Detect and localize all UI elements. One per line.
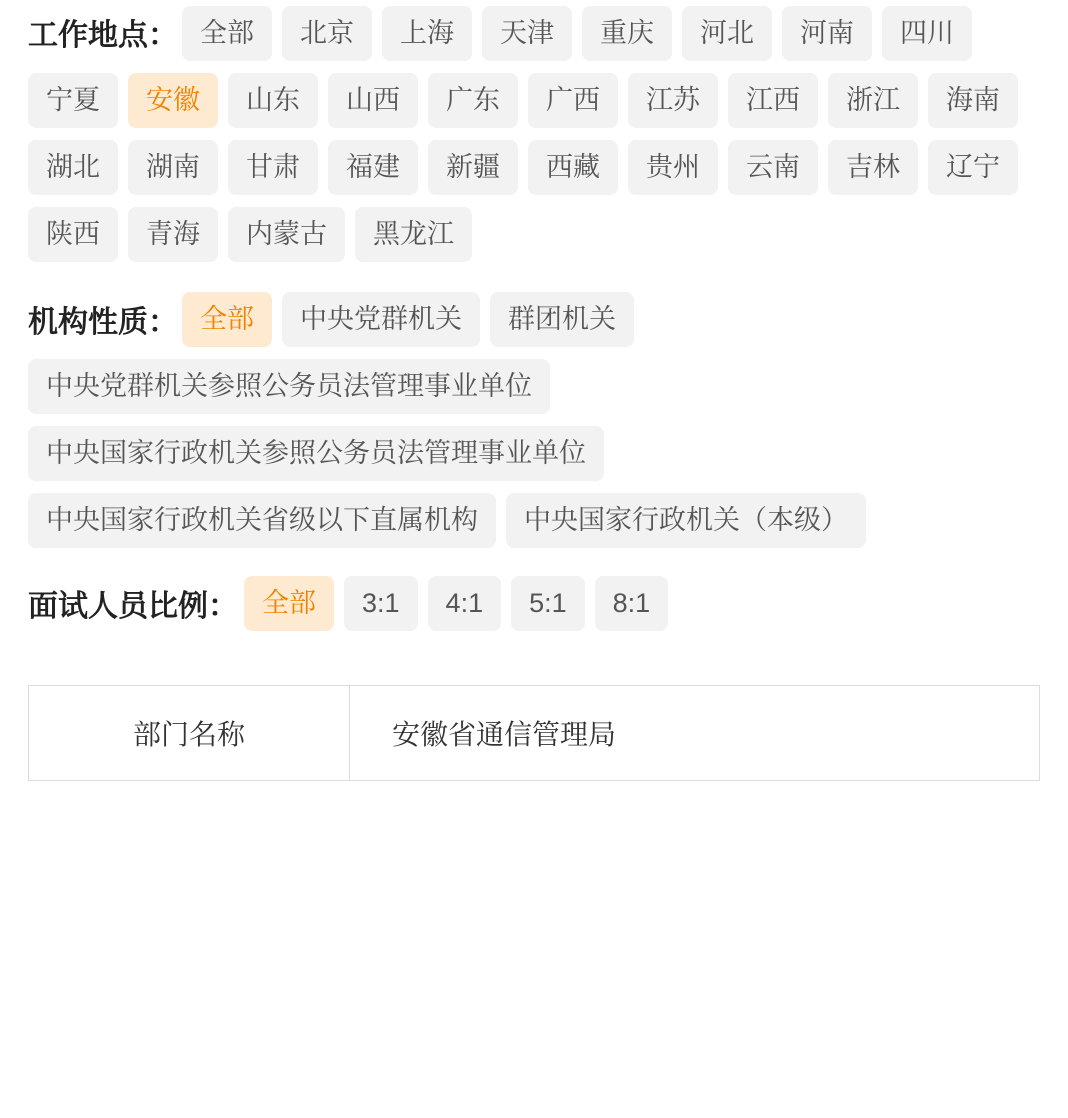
location-option-6[interactable]: 河南: [782, 6, 872, 61]
location-option-22[interactable]: 新疆: [428, 140, 518, 195]
filter-section-ratio: [28, 576, 1040, 643]
location-option-18[interactable]: 湖北: [28, 140, 118, 195]
detail-row-value: 安徽省通信管理局: [350, 686, 1040, 781]
ratio-option-3[interactable]: 5:1: [511, 576, 585, 631]
nature-option-1[interactable]: 中央党群机关: [282, 292, 480, 347]
filter-section-location: [28, 6, 1040, 274]
location-option-20[interactable]: 甘肃: [228, 140, 318, 195]
nature-chip-row: [28, 292, 1040, 560]
location-option-2[interactable]: 上海: [382, 6, 472, 61]
location-option-27[interactable]: 辽宁: [928, 140, 1018, 195]
location-chip-row: [28, 6, 1040, 274]
location-option-5[interactable]: 河北: [682, 6, 772, 61]
table-row: [29, 686, 1040, 781]
location-option-21[interactable]: 福建: [328, 140, 418, 195]
location-option-8[interactable]: 宁夏: [28, 73, 118, 128]
nature-filter-label: 机构性质：: [28, 305, 178, 339]
location-option-10[interactable]: 山东: [228, 73, 318, 128]
location-option-7[interactable]: 四川: [882, 6, 972, 61]
location-option-19[interactable]: 湖南: [128, 140, 218, 195]
location-option-11[interactable]: 山西: [328, 73, 418, 128]
location-option-14[interactable]: 江苏: [628, 73, 718, 128]
ratio-option-2[interactable]: 4:1: [428, 576, 502, 631]
department-detail-table: [28, 685, 1040, 781]
location-option-26[interactable]: 吉林: [828, 140, 918, 195]
location-option-15[interactable]: 江西: [728, 73, 818, 128]
location-option-29[interactable]: 青海: [128, 207, 218, 262]
location-option-30[interactable]: 内蒙古: [228, 207, 345, 262]
location-option-13[interactable]: 广西: [528, 73, 618, 128]
location-option-17[interactable]: 海南: [928, 73, 1018, 128]
location-option-23[interactable]: 西藏: [528, 140, 618, 195]
location-option-4[interactable]: 重庆: [582, 6, 672, 61]
ratio-option-0[interactable]: 全部: [244, 576, 334, 631]
ratio-filter-label: 面试人员比例：: [28, 589, 238, 623]
location-option-3[interactable]: 天津: [482, 6, 572, 61]
location-option-0[interactable]: 全部: [182, 6, 272, 61]
ratio-chip-row: [28, 576, 1040, 643]
location-option-31[interactable]: 黑龙江: [355, 207, 472, 262]
location-filter-label: 工作地点：: [28, 18, 178, 52]
location-option-28[interactable]: 陕西: [28, 207, 118, 262]
nature-option-2[interactable]: 群团机关: [490, 292, 634, 347]
ratio-option-4[interactable]: 8:1: [595, 576, 669, 631]
nature-option-6[interactable]: 中央国家行政机关（本级）: [506, 493, 866, 548]
nature-option-3[interactable]: 中央党群机关参照公务员法管理事业单位: [28, 359, 550, 414]
location-option-24[interactable]: 贵州: [628, 140, 718, 195]
nature-option-4[interactable]: 中央国家行政机关参照公务员法管理事业单位: [28, 426, 604, 481]
nature-option-5[interactable]: 中央国家行政机关省级以下直属机构: [28, 493, 496, 548]
detail-row-key: 部门名称: [29, 686, 350, 781]
location-option-12[interactable]: 广东: [428, 73, 518, 128]
location-option-25[interactable]: 云南: [728, 140, 818, 195]
nature-option-0[interactable]: 全部: [182, 292, 272, 347]
filter-page: [0, 6, 1068, 1118]
filter-section-nature: [28, 292, 1040, 560]
location-option-16[interactable]: 浙江: [828, 73, 918, 128]
location-option-9[interactable]: 安徽: [128, 73, 218, 128]
ratio-option-1[interactable]: 3:1: [344, 576, 418, 631]
location-option-1[interactable]: 北京: [282, 6, 372, 61]
